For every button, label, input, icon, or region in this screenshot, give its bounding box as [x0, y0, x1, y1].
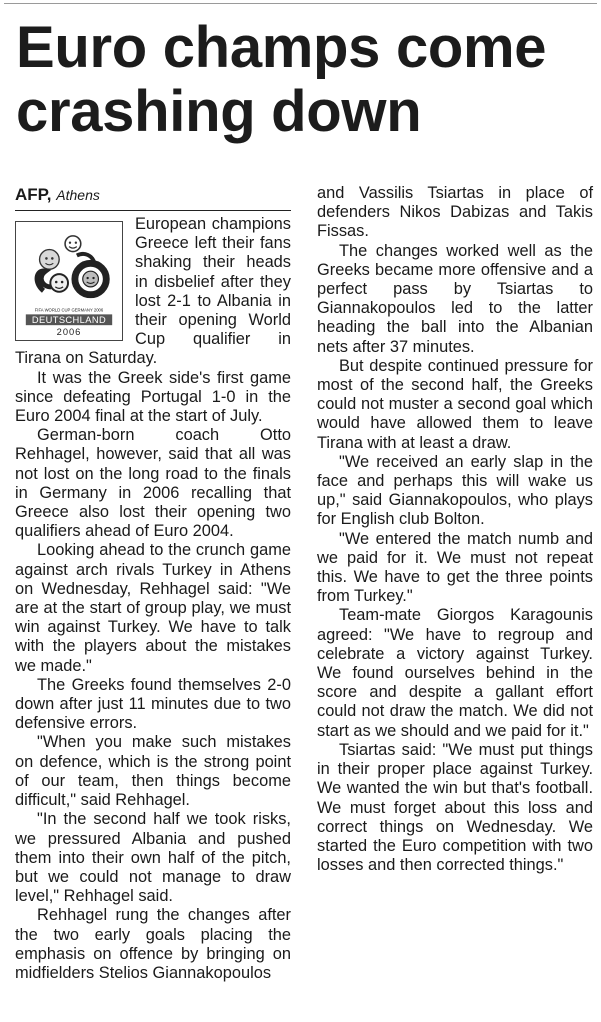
paragraph: Team-mate Giorgos Karagounis agreed: "We have to regroup and celebrate a victory against Turkey. We found ourselves behind in the score and despite a gallant effort could not draw the match. We did not start as we should and we paid for it." [317, 606, 593, 740]
world-cup-2006-logo-icon [15, 221, 123, 341]
paragraph: It was the Greek side's first game since defeating Portugal 1-0 in the Euro 2004 final at the start of July. [15, 368, 291, 426]
paragraph: and Vassilis Tsiartas in place of defenders Nikos Dabizas and Takis Fissas. [317, 184, 593, 241]
headline: Euro champs come crashing down [16, 15, 547, 144]
paragraph: Rehhagel rung the changes after the two early goals placing the emphasis on offence by bringing on midfielders Stelios Giannakopoulos [15, 906, 291, 982]
top-rule [4, 3, 597, 4]
paragraph: The Greeks found themselves 2-0 down after just 11 minutes due to two defensive errors. [15, 675, 291, 733]
paragraph: "We entered the match numb and we paid for it. We must not repeat this. We have to get the three points from Turkey." [317, 529, 593, 606]
paragraph: But despite continued pressure for most of the second half, the Greeks could not muster a second goal which would have allowed them to leave Tirana with at least a draw. [317, 356, 593, 452]
article-column-left [15, 184, 291, 983]
logo-country-text: DEUTSCHLAND [31, 315, 107, 326]
byline-location: Athens [56, 187, 100, 203]
paragraph: "When you make such mistakes on defence, which is the strong point of our team, then things become difficult," said Rehhagel. [15, 733, 291, 810]
paragraph: European champions Greece left their fans shaking their heads in disbelief after they lost 2-1 to Albania in their opening World Cup qualifier in Tirana on Saturday. [15, 215, 291, 368]
byline [15, 184, 291, 211]
paragraph: German-born coach Otto Rehhagel, however, said that all was not lost on the long road to the finals in Germany in 2006 recalling that Greece also lost their opening two qualifiers ahead of Euro 2004. [15, 426, 291, 541]
byline-agency: AFP, [15, 185, 52, 204]
paragraph: The changes worked well as the Greeks became more offensive and a perfect pass by Tsiartas to Giannakopoulos led to the latter heading the ball into the Albanian nets after 37 minutes. [317, 241, 593, 356]
paragraph: "In the second half we took risks, we pressured Albania and pushed them into their own half of the pitch, but we could not manage to draw level," Rehhagel said. [15, 810, 291, 906]
logo-year-text: 2006 [56, 326, 82, 337]
logo-small-text: FIFA WORLD CUP GERMANY 2006 [34, 307, 104, 313]
paragraph: Looking ahead to the crunch game against arch rivals Turkey in Athens on Wednesday, Rehhagel said: "We are at the start of group play, we must win against Turkey. We have to talk with the players about the mistakes we made." [15, 541, 291, 675]
paragraph: Tsiartas said: "We must put things in their proper place against Turkey. We wanted the win but that's football. We must forget about this loss and correct things on Wednesday. We started the Euro competition with two losses and then corrected things." [317, 740, 593, 875]
paragraph: "We received an early slap in the face and perhaps this will wake us up," said Giannakopoulos, who plays for English club Bolton. [317, 452, 593, 529]
article-column-right [317, 184, 593, 875]
